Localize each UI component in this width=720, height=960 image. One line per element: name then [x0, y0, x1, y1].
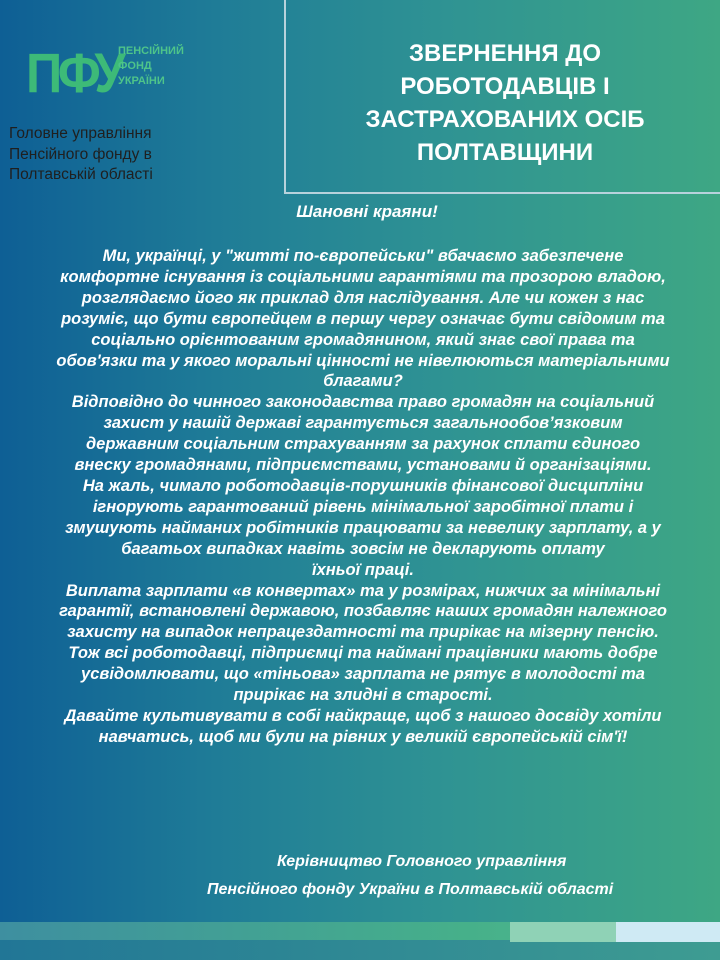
logo-text-line: УКРАЇНИ	[118, 75, 165, 87]
body-line: соціально орієнтованим громадянином, який знає свої права та	[91, 330, 635, 349]
body-line: змушують найманих робітників працювати за невелику зарплату, а у	[65, 518, 661, 537]
body-line: гарантії, встановлені державою, позбавляє наших громадян належного	[59, 602, 667, 621]
body-line: внеску громадянами, підприємствами, установами й організаціями.	[74, 456, 652, 475]
body-line: розуміє, що бути європейцем в першу чергу означає бути свідомим та	[61, 309, 665, 328]
org-line: Головне управління	[9, 125, 152, 142]
body-line: Виплата зарплати «в конвертах» та у розмірах, нижчих за мінімальні	[65, 581, 661, 600]
body-line: Тож всі роботодавці, підприємці та наймані працівники мають добре	[68, 644, 658, 663]
body-line: багатьох випадках навіть зовсім не декларують оплату	[121, 539, 605, 558]
body-line: прирікає на злидні в старості.	[233, 686, 493, 705]
pfu-logo	[26, 38, 186, 112]
footer-accent-green	[510, 922, 616, 942]
logo-text	[118, 44, 184, 89]
header-horizontal-divider	[284, 192, 720, 194]
page-title	[300, 37, 710, 169]
organization-name	[9, 124, 279, 186]
body-line: Давайте культивувати в собі найкраще, щоб з нашого досвіду хотіли	[64, 706, 662, 725]
signature-line-1: Керівництво Головного управління	[277, 853, 567, 870]
appeal-body	[8, 246, 718, 748]
body-line: захисту на випадок непрацездатності та прирікає на мізерну пенсію.	[67, 623, 659, 642]
title-line: ПОЛТАВЩИНИ	[416, 139, 594, 166]
footer-accent-light	[616, 922, 720, 942]
logo-text-line: ФОНД	[118, 60, 152, 72]
body-line: Відповідно до чинного законодавства право громадян на соціальний	[71, 393, 655, 412]
body-line: обов'язки та у якого моральні цінності не нівелюються матеріальними	[56, 351, 670, 370]
greeting: Шановні краяни!	[296, 202, 438, 221]
body-line: На жаль, чимало роботодавців-порушників фінансової дисципліни	[82, 476, 644, 495]
body-line: захист у нашій державі гарантується загальнообов’язковим	[103, 414, 623, 433]
logo-mark: ПФУ	[26, 41, 122, 104]
body-line: навчатись, щоб ми були на рівних у великій європейській сім'ї!	[98, 727, 628, 746]
body-line: благами?	[323, 372, 403, 391]
logo-text-line: ПЕНСІЙНИЙ	[118, 45, 184, 57]
body-line: ігнорують гарантований рівень мінімальної заробітної плати і	[92, 497, 634, 516]
footer-band-bottom	[0, 940, 720, 960]
title-line: ЗВЕРНЕННЯ ДО	[408, 40, 602, 67]
body-line: комфортне існування із соціальними гарантіями та прозорою владою,	[60, 267, 666, 286]
org-line: Пенсійного фонду в	[9, 145, 152, 163]
body-line: Ми, українці, у "житті по-європейськи" вбачаємо забезпечене	[102, 247, 624, 265]
org-line: Полтавській області	[9, 166, 153, 183]
title-line: РОБОТОДАВЦІВ І	[400, 73, 610, 100]
body-line: розглядаємо його як приклад для наслідування. Але чи кожен з нас	[81, 288, 645, 307]
signature-line-2: Пенсійного фонду України в Полтавській області	[207, 881, 614, 898]
header-vertical-divider	[284, 0, 286, 192]
body-line: усвідомлювати, що «тіньова» зарплата не рятує в молодості та	[81, 665, 645, 684]
body-line: державним соціальним страхуванням за рахунок сплати єдиного	[85, 435, 641, 454]
body-line: їхньої праці.	[312, 560, 414, 579]
title-line: ЗАСТРАХОВАНИХ ОСІБ	[365, 106, 645, 133]
